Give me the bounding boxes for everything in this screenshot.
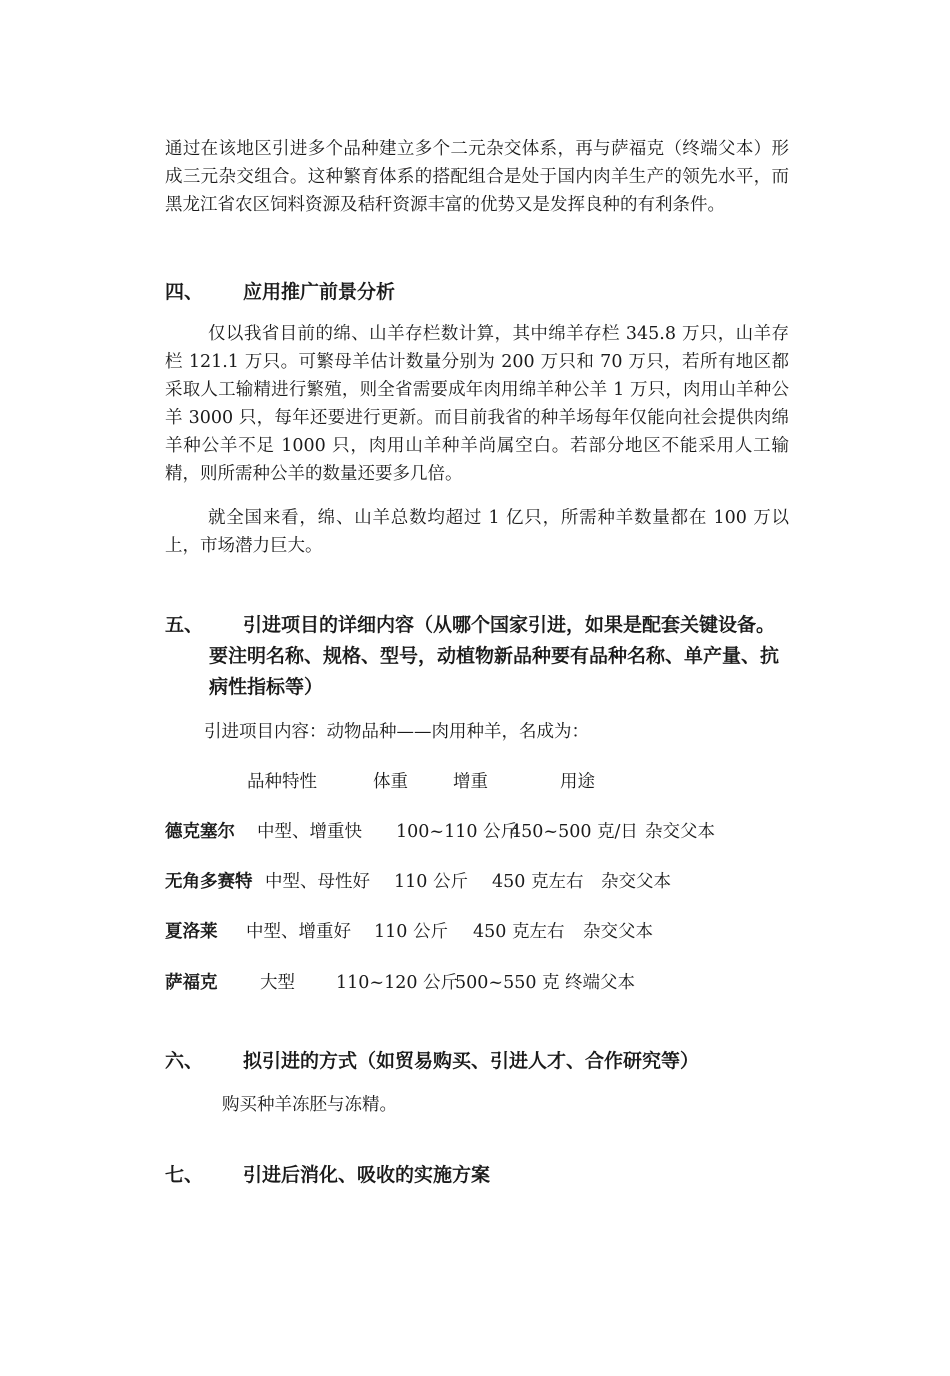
table-header-trait: 品种特性 bbox=[247, 772, 317, 792]
section-5-heading bbox=[165, 610, 789, 703]
breed-use: 终端父本 bbox=[565, 973, 635, 993]
breed-use: 杂交父本 bbox=[601, 872, 671, 892]
breed-gain: 500~550 克 bbox=[455, 973, 560, 993]
section-5-number: 五、 bbox=[165, 614, 204, 636]
section-7-number: 七、 bbox=[165, 1164, 204, 1186]
breed-name: 德克塞尔 bbox=[165, 822, 235, 842]
table-header-use: 用途 bbox=[560, 772, 595, 792]
section-5-intro: 引进项目内容：动物品种——肉用种羊，名成为： bbox=[204, 722, 589, 742]
breed-use: 杂交父本 bbox=[583, 922, 653, 942]
section-6-text: 购买种羊冻胚与冻精。 bbox=[222, 1095, 397, 1115]
breed-weight: 110 公斤 bbox=[394, 872, 468, 892]
breed-gain: 450 克左右 bbox=[473, 922, 565, 942]
breed-weight: 110 公斤 bbox=[374, 922, 448, 942]
section-4-paragraph-2: 就全国来看，绵、山羊总数均超过 1 亿只，所需种羊数量都在 100 万以上，市场潜力巨大。 bbox=[165, 508, 789, 556]
section-4-title: 应用推广前景分析 bbox=[243, 281, 396, 303]
breed-weight: 100~110 公斤 bbox=[396, 822, 519, 842]
breed-name: 萨福克 bbox=[165, 973, 218, 993]
breed-weight: 110~120 公斤 bbox=[336, 973, 459, 993]
section-4-heading bbox=[165, 277, 789, 308]
table-header-weight: 体重 bbox=[373, 772, 408, 792]
table-header-gain: 增重 bbox=[453, 772, 488, 792]
breed-use: 杂交父本 bbox=[645, 822, 715, 842]
breed-trait: 大型 bbox=[260, 973, 295, 993]
section-6-number: 六、 bbox=[165, 1050, 204, 1072]
breed-name: 无角多赛特 bbox=[165, 872, 253, 892]
section-7-title: 引进后消化、吸收的实施方案 bbox=[243, 1164, 491, 1186]
section-4-paragraph-1: 仅以我省目前的绵、山羊存栏数计算，其中绵羊存栏 345.8 万只，山羊存栏 121.1 万只。可繁母羊估计数量分别为 200 万只和 70 万只，若所有地区都采取人工输精进行繁殖，则全省需要成年肉用绵羊种公羊 1 万只，肉用山羊种公羊 3000 只，每年还要进行更新。而目前我省的种羊场每年仅能向社会提供肉绵羊种公羊不足 1000 只，肉用山羊种羊尚属空白。若部分地区不能采用人工输精，则所需种公羊的数量还要多几倍。 bbox=[165, 324, 789, 484]
section-5-title: 引进项目的详细内容（从哪个国家引进，如果是配套关键设备。要注明名称、规格、型号，动植物新品种要有品种名称、单产量、抗病性指标等） bbox=[209, 614, 780, 698]
section-6-heading bbox=[165, 1046, 789, 1077]
breed-gain: 450~500 克/日 bbox=[510, 822, 638, 842]
section-7-heading bbox=[165, 1160, 789, 1191]
breed-trait: 中型、增重快 bbox=[257, 822, 362, 842]
breed-name: 夏洛莱 bbox=[165, 922, 218, 942]
section-6-title: 拟引进的方式（如贸易购买、引进人才、合作研究等） bbox=[243, 1050, 700, 1072]
intro-paragraph: 通过在该地区引进多个品种建立多个二元杂交体系，再与萨福克（终端父本）形成三元杂交组合。这种繁育体系的搭配组合是处于国内肉羊生产的领先水平，而黑龙江省农区饲料资源及秸秆资源丰富的优势又是发挥良种的有利条件。 bbox=[165, 139, 789, 215]
breed-trait: 中型、母性好 bbox=[265, 872, 370, 892]
section-4-number: 四、 bbox=[165, 281, 204, 303]
breed-gain: 450 克左右 bbox=[492, 872, 584, 892]
breed-trait: 中型、增重好 bbox=[246, 922, 351, 942]
